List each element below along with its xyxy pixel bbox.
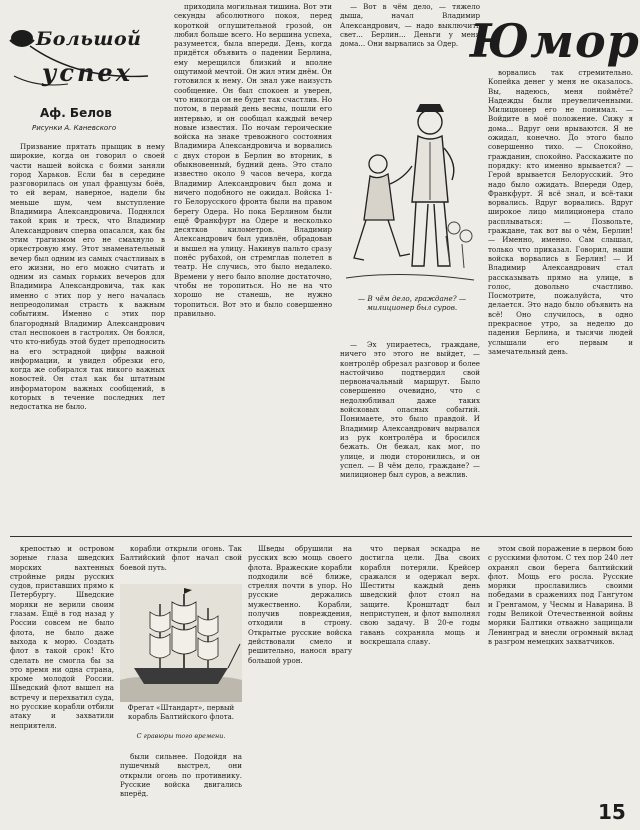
illustration-source: С гравюры того времени. — [136, 732, 226, 740]
article-text: крепостью и островом зорные глаза шведских морских вахтенных стройные ряды русских судов, приставших прямо к Петербургу. Шведские моряки не верили своим глазам. Ещё в год назад у России совсем не было флота, не было даже выхода к морю. Создать флот в такой срок! Кто сделать не смогла бы за это время ни одна страна, кроме молодой России. Шведский флот вышел на встречу и перехватил суда, но русские корабли отбили атаку и захватили неприятеля. — [10, 544, 114, 730]
article-text: приходила могильная тишина. Вот эти секунды абсолютного покоя, перед короткой оглушительной грозой, он любил больше всего. Но вершина успеха, разумеется, была впереди. День, когда придётся объявить о падении Берлина, ему мерещился близкий и вполне ощутимой мечтой. Он жил этим днём. Он готовился к нему. Он знал уже наизусть сообщение. Он был спокоен и уверен, что никогда он не будет так счастлив. Но потом, в первый день весны, пошли его интервью, и он сообщал каждый вечер новые известия. По ночам героические войска на знаке тревожного состояния Владимира Александровича и ворвались с двух сторон в Берлин во вторник, в обыкновенный, будний день. Это стало известно около 9 часов вечера, когда Владимир Александрович был дома и ничего подобного не ожидал. Войска 1-го Белорусского фронта были на правом берегу Одера. Но пока Берлином были ещё Франкфурт на Одере и несколько десятков километров. Владимир Александрович был удивлён, обрадован и вышел на улицу. Накинув пальто сразу понёс рубахой, он стремглав полетел в театр. Не случись, это было недалеко. Времени у него было вполне достаточно, чтобы не торопиться. Но не на что хорошо не станешь, не нужно торопиться. Вот это и было совершенно правильно. — [174, 2, 332, 318]
bottom-column-2-top — [120, 544, 242, 582]
illustration-credit: Рисунки А. Каневского — [32, 124, 117, 132]
article-text: что первая эскадра не достигла цели. Два своих корабля потеряли. Крейсер сражался и одержал верх. Шеститы каждый день шведский флот стоял на защите. Кронштадт был неприступен, и флот выполнял свою задачу. В 20-е годы гавань сохраняла мощь и воскрешала славу. — [360, 544, 480, 646]
bottom-column-5 — [488, 544, 633, 798]
logo-title-line1: Большой — [36, 28, 142, 50]
bottom-column-1 — [10, 544, 114, 826]
article-text: ворвались так стремительно. Копейка денег у меня не оказалось. Вы, надеюсь, меня поймёте? Надежды были преувеличенными. Милиционер его не понимал. — Войдите в моё положение. Сижу я дома... Вдруг они врываются. Я не ожидал, конечно. До этого было совершенно тихо. — Спокойно, гражданин, спокойно. Расскажите по порядку: кто именно врывается? — Герой врывается Белорусский. Это надо было ожидать. Впереди Одер, Франкфурт. Я всё знал, и всё-таки ворвались. Вдруг ворвались. Вдруг широкое лицо милиционера стало расплываться: — Позвольте, граждане, так вот вы о чём, Берлин! — Именно, именно. Сам слышал, только что приказал. Говорил, наши войска ворвались в Берлин! — И Владимир Александрович стал рассказывать прямо на улице, в голос, довольно счастливо. Посмотрите, пожалуйста, что делается. Это надо было объявить на всё! Оно случилось, в одно прекрасное утро, за неделю до падения Берлина, и тысячи людей услышали его первым и замечательный день. — [488, 68, 633, 356]
cartoon-illustration — [342, 52, 478, 292]
article-column-2 — [174, 2, 332, 530]
article-text: этом свой поражение в первом бою с русскими флотом. С тех пор 240 лет охранял свои берега балтийский флот. Мощь его росла. Русские моряки прославились своими победами в сражениях под Гангутом и Гренгамом, у Чесмы и Наварина. В годы Великой Отечественной войны моряки Балтики отважно защищали Ленинград и внесли огромный вклад в разгром немецких захватчиков. — [488, 544, 633, 646]
bottom-column-2-bottom — [120, 752, 242, 826]
page-number: 15 — [598, 800, 626, 824]
column-logo — [8, 18, 158, 96]
section-divider — [10, 536, 632, 537]
article-text: Призвание прятать прыщик в нему широкие, когда он говорил о своей части нашей войска с боями заняли город Харьков. Если бы в середине разговорилась он упал французы боёв, то ей верам, наверное, надели бы меньше шум, чем выступление Владимира Александровича. Поднялся такой крик и треск, что Владимир Александрович сперва опасался, как бы этим трагизмом его не смахнуло в оркестровую яму. Этот знаменательный вечер был одним из самых счастливых в его жизни, но его можно считать и одним из самых горьких вечеров для Владимира Александровича, так как именно с этих пор у него началась непреодолимая страсть к важным событиям. Именно с этих пор благородный Владимир Александрович стал неспокоен в гастролях. Он боялся, что кто-нибудь этой будет преподносить на его эстрадной цифры важной информации, и увидел обрезки его, когда же собирался так никого важных новостей. Он стал как бы штатным информатором важных сообщений, в которых в течение последних лет недостатка не было. — [10, 142, 165, 412]
article-text: были сильнее. Подойдя на пушечный выстрел, они открыли огонь по противнику. Русские войска двигались вперёд. — [120, 752, 242, 799]
section-title: Юмор — [470, 14, 640, 68]
cartoon-caption: — В чём дело, граждане? — милиционер был суров. — [357, 294, 467, 312]
illustration-caption: Фрегат «Штандарт», первый корабль Балтийского флота. — [127, 704, 235, 721]
article-text: Шведы обрушили на русских всю мощь своего флота. Вражеские корабли подходили всё ближе, стреляя почти в упор. Но русские держались мужественно. Корабли, получив повреждения, отходили в строну. Открытые русские войска действовали смело и решительно, нанося врагу большой урон. — [248, 544, 352, 665]
logo-title-line2: успех — [42, 58, 133, 87]
article-author: Аф. Белов — [40, 106, 112, 120]
article-text: — Эх упираетесь, граждане, ничего это этого не выйдет, — контролёр обрезал разговор и более настойчиво подтвердил свой первоначальный маршрут. Было совершенно очевидно, что с недолюбливал даже таких войсковых опасных событий. Понимаете, это было правдой. И Владимир Александрович вырвался из рук контролёра и бросился бежать. Он бежал, как мог, по улице, и люди сторонились, и он успел. — В чём дело, граждане? — милиционер был суров, а вежлив. — [340, 340, 480, 480]
article-text: — Вот в чём дело, — тяжело дыша, начал Владимир Александрович, — надо выключить свет... Берлин... Деньги у меня дома... Они вырвались за Одер. — [340, 2, 480, 49]
frigate-illustration — [120, 584, 242, 702]
bottom-column-4 — [360, 544, 480, 826]
article-column-1 — [10, 142, 165, 530]
article-column-4 — [488, 68, 633, 530]
article-text: корабли открыли огонь. Так Балтийский флот начал свой боевой путь. — [120, 544, 242, 572]
article-column-3-bottom — [340, 340, 480, 530]
article-column-3-top — [340, 2, 480, 50]
bottom-column-3 — [248, 544, 352, 826]
